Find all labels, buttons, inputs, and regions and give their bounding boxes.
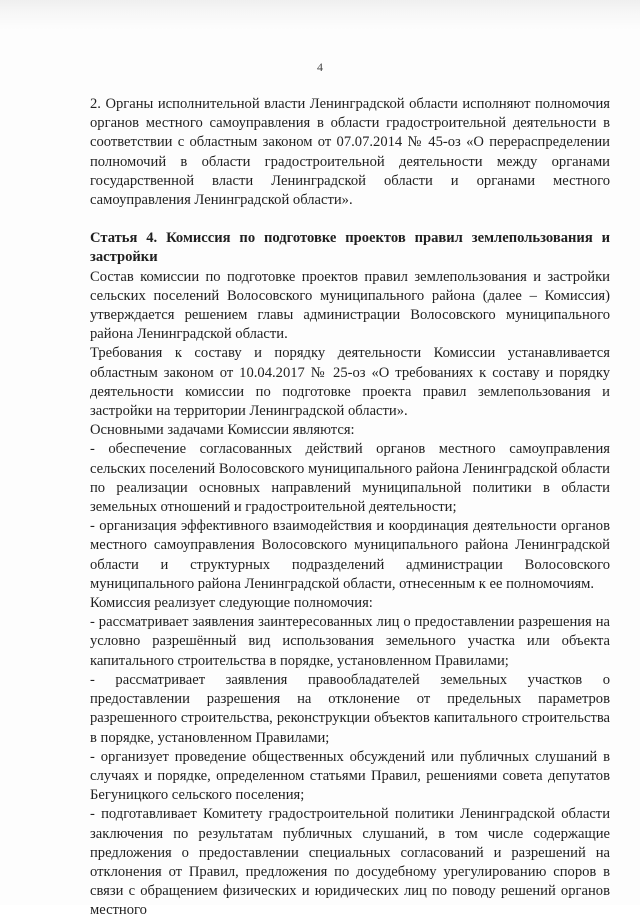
task-item: - организация эффективного взаимодействия и координация деятельности органов местного самоуправления Волосовского муниципального района Ленинградской области и структурных подразделений администрации Волосовского муниципального района Ленинградской области, отнесенным к ее полномочиям. <box>90 518 610 592</box>
paragraph-item-2: 2. Органы исполнительной власти Ленинградской области исполняют полномочия органов местного самоуправления в области градостроительной деятельности в соответствии с областным законом от 07.07.2014 № 45-оз «О перераспределении полномочий в области градостроительной деятельности между органами государственной власти Ленинградской области и органами местного самоуправления Ленинградской области». <box>90 96 610 209</box>
power-item: - организует проведение общественных обсуждений или публичных слушаний в случаях и порядке, определенном статьями Правил, решениями совета депутатов Бегуницкого сельского поселения; <box>90 748 610 804</box>
task-item: - обеспечение согласованных действий органов местного самоуправления сельских поселений Волосовского муниципального района Ленинградской области по реализации основных направлений муниципальной политики в области земельных отношений и градостроительной деятельности; <box>90 441 610 516</box>
article-4-heading: Статья 4. Комиссия по подготовке проектов правил землепользования и застройки <box>90 230 610 266</box>
document-body <box>90 95 610 921</box>
scan-shadow <box>0 0 640 30</box>
power-item: - подготавливает Комитету градостроительной политики Ленинградской области заключения по результатам публичных слушаний, в том числе содержащие предложения о предоставлении специальных согласований и разрешений на отклонения от Правил, предложения по досудебному урегулированию споров в связи с обращением физических и юридических лиц по поводу решений органов местного <box>90 806 610 919</box>
power-item: - рассматривает заявления заинтересованных лиц о предоставлении разрешения на условно разрешённый вид использования земельного участка или объекта капитального строительства в порядке, установленном Правилами; <box>90 614 610 669</box>
page-number: 4 <box>317 60 323 74</box>
power-item: - рассматривает заявления правообладателей земельных участков о предоставлении разрешения на отклонение от предельных параметров разрешенного строительства, реконструкции объектов капитального строительства в порядке, установленном Правилами; <box>90 671 610 746</box>
commission-requirements-paragraph: Требования к составу и порядку деятельности Комиссии устанавливается областным законом от 10.04.2017 № 25-оз «О требованиях к составу и порядку деятельности комиссии по подготовке проекта правил землепользования и застройки на территории Ленинградской области». <box>90 345 610 420</box>
powers-intro: Комиссия реализует следующие полномочия: <box>90 595 373 612</box>
tasks-intro: Основными задачами Комиссии являются: <box>90 422 355 439</box>
commission-composition-paragraph: Состав комиссии по подготовке проектов правил землепользования и застройки сельских поселений Волосовского муниципального района (далее – Комиссия) утверждается решением главы администрации Волосовского муниципального района Ленинградской области. <box>90 268 610 343</box>
